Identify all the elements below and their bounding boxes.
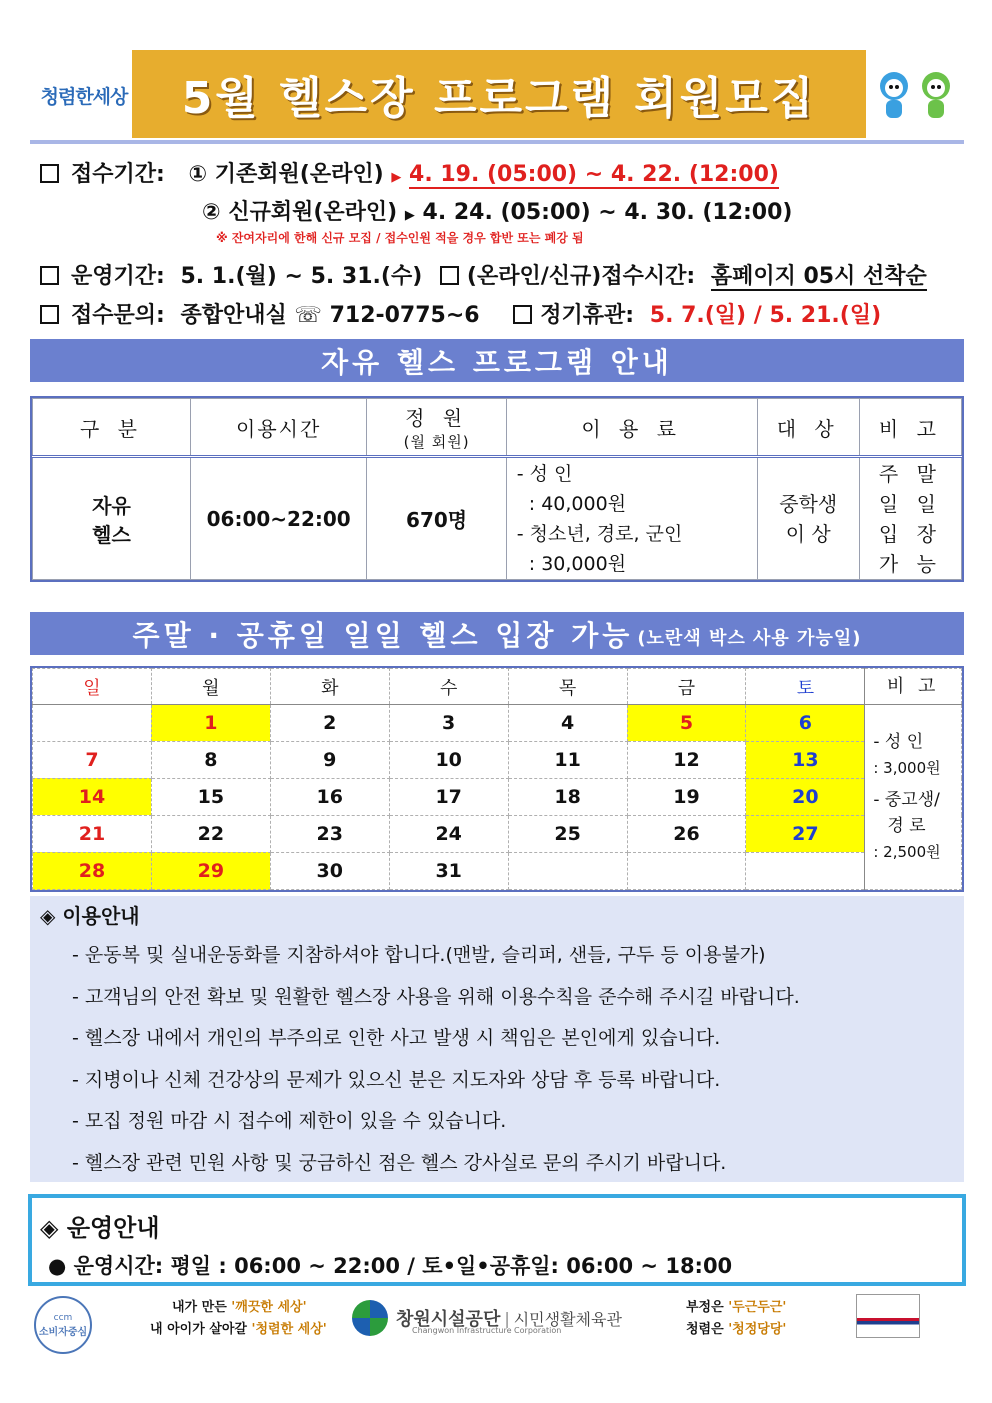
target-line: 중학생 — [779, 491, 838, 516]
slogan-highlight: '청렴한 세상' — [251, 1322, 327, 1337]
section-weekend-subtitle: (노란색 박스 사용 가능일) — [637, 627, 862, 649]
calendar-day: 8 — [151, 741, 270, 778]
guide-item: - 헬스장 내에서 개인의 부주의로 인한 사고 발생 시 책임은 본인에게 있습니다. — [72, 1027, 721, 1049]
arrow-right-icon: ▶ — [404, 208, 415, 223]
calendar-day: 21 — [33, 815, 152, 852]
remark-adult-label: - 성 인 — [873, 732, 924, 752]
remark-adult-fee: : 3,000원 — [873, 759, 941, 777]
calendar-day: 6 — [746, 705, 865, 742]
reception-label: 접수기간: — [71, 162, 165, 187]
remark-line: 일 일 — [878, 491, 942, 516]
certification-mark-icon — [856, 1294, 920, 1338]
calendar-day — [627, 852, 746, 889]
integrity-logo-text: 청렴한세상 — [40, 85, 128, 108]
ccm-main: 소비자중심 — [38, 1326, 88, 1338]
slogan-text: 부정은 — [686, 1300, 729, 1315]
operation-period — [40, 259, 927, 290]
category-line: 자유 — [92, 493, 131, 518]
calendar-day: 1 — [151, 705, 270, 742]
slogan-highlight: '두근두근' — [728, 1300, 787, 1315]
operation-hours: ● 운영시간: 평일 : 06:00 ~ 22:00 / 토•일•공휴일: 06:00 ~ 18:00 — [48, 1254, 733, 1278]
category-cell — [33, 457, 191, 580]
remark-line: 가 능 — [878, 551, 942, 576]
program-table-header — [33, 399, 962, 457]
header-time: 이용시간 — [190, 399, 367, 457]
calendar-header — [33, 669, 962, 705]
day-header-wed: 수 — [389, 669, 508, 705]
header-capacity-label: 정 원 — [405, 406, 469, 430]
section-weekend-header — [30, 612, 964, 655]
slogan-line — [686, 1318, 786, 1337]
calendar-week — [33, 815, 962, 852]
calendar-day: 25 — [508, 815, 627, 852]
calendar-day: 7 — [33, 741, 152, 778]
slogan-line — [150, 1318, 327, 1337]
table-row — [33, 457, 962, 580]
corp-logo — [352, 1300, 622, 1336]
guide-item: - 모집 정원 마감 시 접수에 제한이 있을 수 있습니다. — [72, 1110, 507, 1132]
calendar-day: 20 — [746, 778, 865, 815]
calendar-day: 13 — [746, 741, 865, 778]
title-divider — [30, 140, 964, 144]
title-banner — [132, 50, 866, 138]
calendar-week — [33, 741, 962, 778]
capacity-cell: 670명 — [367, 457, 506, 580]
corp-name: 창원시설공단 — [396, 1309, 501, 1330]
corp-english-name: Changwon Infrastructure Corporation — [412, 1326, 562, 1335]
calendar-week — [33, 705, 962, 742]
slogan-text: 청렴은 — [686, 1322, 729, 1337]
reception-period-new — [202, 195, 792, 226]
slogan-text: 내가 만든 — [172, 1300, 232, 1315]
checkbox-icon — [40, 305, 59, 324]
slogan-highlight: '청정당당' — [728, 1322, 787, 1337]
day-header-mon: 월 — [151, 669, 270, 705]
time-cell: 06:00~22:00 — [190, 457, 367, 580]
remark-line: 입 장 — [878, 521, 942, 546]
remark-cell — [859, 457, 961, 580]
inquiry-label: 접수문의: — [71, 303, 165, 328]
remark-youth-fee: : 2,500원 — [873, 843, 941, 861]
slogan-highlight: '깨끗한 세상' — [231, 1300, 307, 1315]
remark-line: 주 말 — [878, 461, 942, 486]
existing-label: 기존회원(온라인) — [214, 162, 384, 187]
calendar-day: 11 — [508, 741, 627, 778]
guide-item: - 헬스장 관련 민원 사항 및 궁금하신 점은 헬스 강사실로 문의 주시기 바랍니다. — [72, 1152, 727, 1174]
checkbox-icon — [440, 266, 459, 285]
reception-period-existing — [40, 157, 779, 188]
remark-youth-label: - 중고생/ — [873, 790, 940, 810]
checkbox-icon — [513, 305, 532, 324]
calendar-day: 28 — [33, 852, 152, 889]
calendar — [30, 666, 964, 892]
checkbox-icon — [40, 164, 59, 183]
slogan-line — [172, 1296, 307, 1315]
calendar-day: 4 — [508, 705, 627, 742]
calendar-day: 18 — [508, 778, 627, 815]
calendar-day: 22 — [151, 815, 270, 852]
calendar-day — [746, 852, 865, 889]
corp-emblem-icon — [352, 1300, 388, 1336]
page-title: 5월 헬스장 프로그램 회원모집 — [181, 73, 817, 124]
closed-value: 5. 7.(일) / 5. 21.(일) — [649, 303, 882, 328]
fee-youth-label: - 청소년, 경로, 군인 — [516, 522, 683, 545]
ccm-badge — [34, 1296, 92, 1354]
mascot-icon — [874, 66, 960, 124]
calendar-day: 27 — [746, 815, 865, 852]
calendar-day: 30 — [270, 852, 389, 889]
calendar-day: 12 — [627, 741, 746, 778]
calendar-day: 24 — [389, 815, 508, 852]
operation-value: 5. 1.(월) ~ 5. 31.(수) — [180, 264, 423, 289]
header-category: 구 분 — [33, 399, 191, 457]
header-target: 대 상 — [757, 399, 859, 457]
day-header-sun: 일 — [33, 669, 152, 705]
existing-period: 4. 19. (05:00) ~ 4. 22. (12:00) — [409, 162, 779, 187]
calendar-day: 15 — [151, 778, 270, 815]
day-header-tue: 화 — [270, 669, 389, 705]
day-header-sat: 토 — [746, 669, 865, 705]
fee-adult: : 40,000원 — [528, 492, 627, 515]
operation-label: 운영기간: — [71, 264, 165, 289]
slogan-text: 내 아이가 살아갈 — [150, 1322, 252, 1337]
arrow-right-icon: ▶ — [391, 170, 402, 185]
fee-cell — [506, 457, 757, 580]
day-header-fri: 금 — [627, 669, 746, 705]
calendar-day: 9 — [270, 741, 389, 778]
new-num: ② — [202, 200, 221, 225]
fee-youth: : 30,000원 — [528, 552, 627, 575]
category-line: 헬스 — [92, 522, 131, 547]
corp-separator: | — [504, 1308, 510, 1328]
closed-label: 정기휴관: — [540, 303, 635, 328]
calendar-week — [33, 778, 962, 815]
usage-guide-title: ◈ 이용안내 — [40, 904, 140, 928]
target-cell — [757, 457, 859, 580]
new-period: 4. 24. (05:00) ~ 4. 30. (12:00) — [422, 200, 793, 225]
guide-item: - 지병이나 신체 건강상의 문제가 있으신 분은 지도자와 상담 후 등록 바랍니다. — [72, 1069, 721, 1091]
checkbox-icon — [40, 266, 59, 285]
calendar-day: 5 — [627, 705, 746, 742]
header-remark: 비 고 — [859, 399, 961, 457]
calendar-day: 23 — [270, 815, 389, 852]
calendar-day: 29 — [151, 852, 270, 889]
section-weekend-title: 주말 · 공휴일 일일 헬스 입장 가능 — [132, 618, 634, 652]
guide-item: - 고객님의 안전 확보 및 원활한 헬스장 사용을 위해 이용수칙을 준수해 주시길 바랍니다. — [72, 986, 800, 1008]
remark-header: 비 고 — [865, 669, 962, 705]
guide-item: - 운동복 및 실내운동화를 지참하셔야 합니다.(맨발, 슬리퍼, 샌들, 구두 등 이용불가) — [72, 944, 766, 966]
calendar-remark — [865, 705, 962, 890]
calendar-day: 2 — [270, 705, 389, 742]
calendar-day: 10 — [389, 741, 508, 778]
header-capacity — [367, 399, 506, 457]
method-label: (온라인/신규)접수시간: — [466, 264, 696, 289]
calendar-day — [33, 705, 152, 742]
calendar-day: 14 — [33, 778, 152, 815]
program-table — [30, 396, 964, 582]
header-capacity-sub: (월 회원) — [403, 433, 470, 451]
inquiry-line — [40, 298, 881, 329]
reception-note: ※ 잔여자리에 한해 신규 모집 / 접수인원 적을 경우 합반 또는 폐강 됨 — [216, 231, 584, 245]
section-program-header — [30, 339, 964, 382]
header-fee: 이 용 료 — [506, 399, 757, 457]
remark-youth-label2: 경 로 — [887, 816, 926, 836]
calendar-day — [508, 852, 627, 889]
inquiry-value: 종합안내실 ☏ 712-0775~6 — [180, 303, 480, 328]
existing-num: ① — [188, 162, 208, 187]
day-header-thu: 목 — [508, 669, 627, 705]
calendar-day: 17 — [389, 778, 508, 815]
calendar-day: 16 — [270, 778, 389, 815]
calendar-week — [33, 852, 962, 889]
calendar-day: 3 — [389, 705, 508, 742]
slogan-line — [686, 1296, 786, 1315]
ccm-top: ccm — [53, 1312, 73, 1323]
integrity-logo — [38, 72, 130, 118]
target-line: 이 상 — [785, 521, 831, 546]
method-value: 홈페이지 05시 선착순 — [710, 264, 927, 289]
calendar-day: 19 — [627, 778, 746, 815]
corp-dept: 시민생활체육관 — [513, 1309, 622, 1329]
section-program-title: 자유 헬스 프로그램 안내 — [321, 345, 673, 379]
fee-adult-label: - 성 인 — [516, 462, 573, 485]
calendar-day: 31 — [389, 852, 508, 889]
operation-title: ◈ 운영안내 — [40, 1214, 160, 1242]
new-label: 신규회원(온라인) — [228, 200, 398, 225]
calendar-day: 26 — [627, 815, 746, 852]
